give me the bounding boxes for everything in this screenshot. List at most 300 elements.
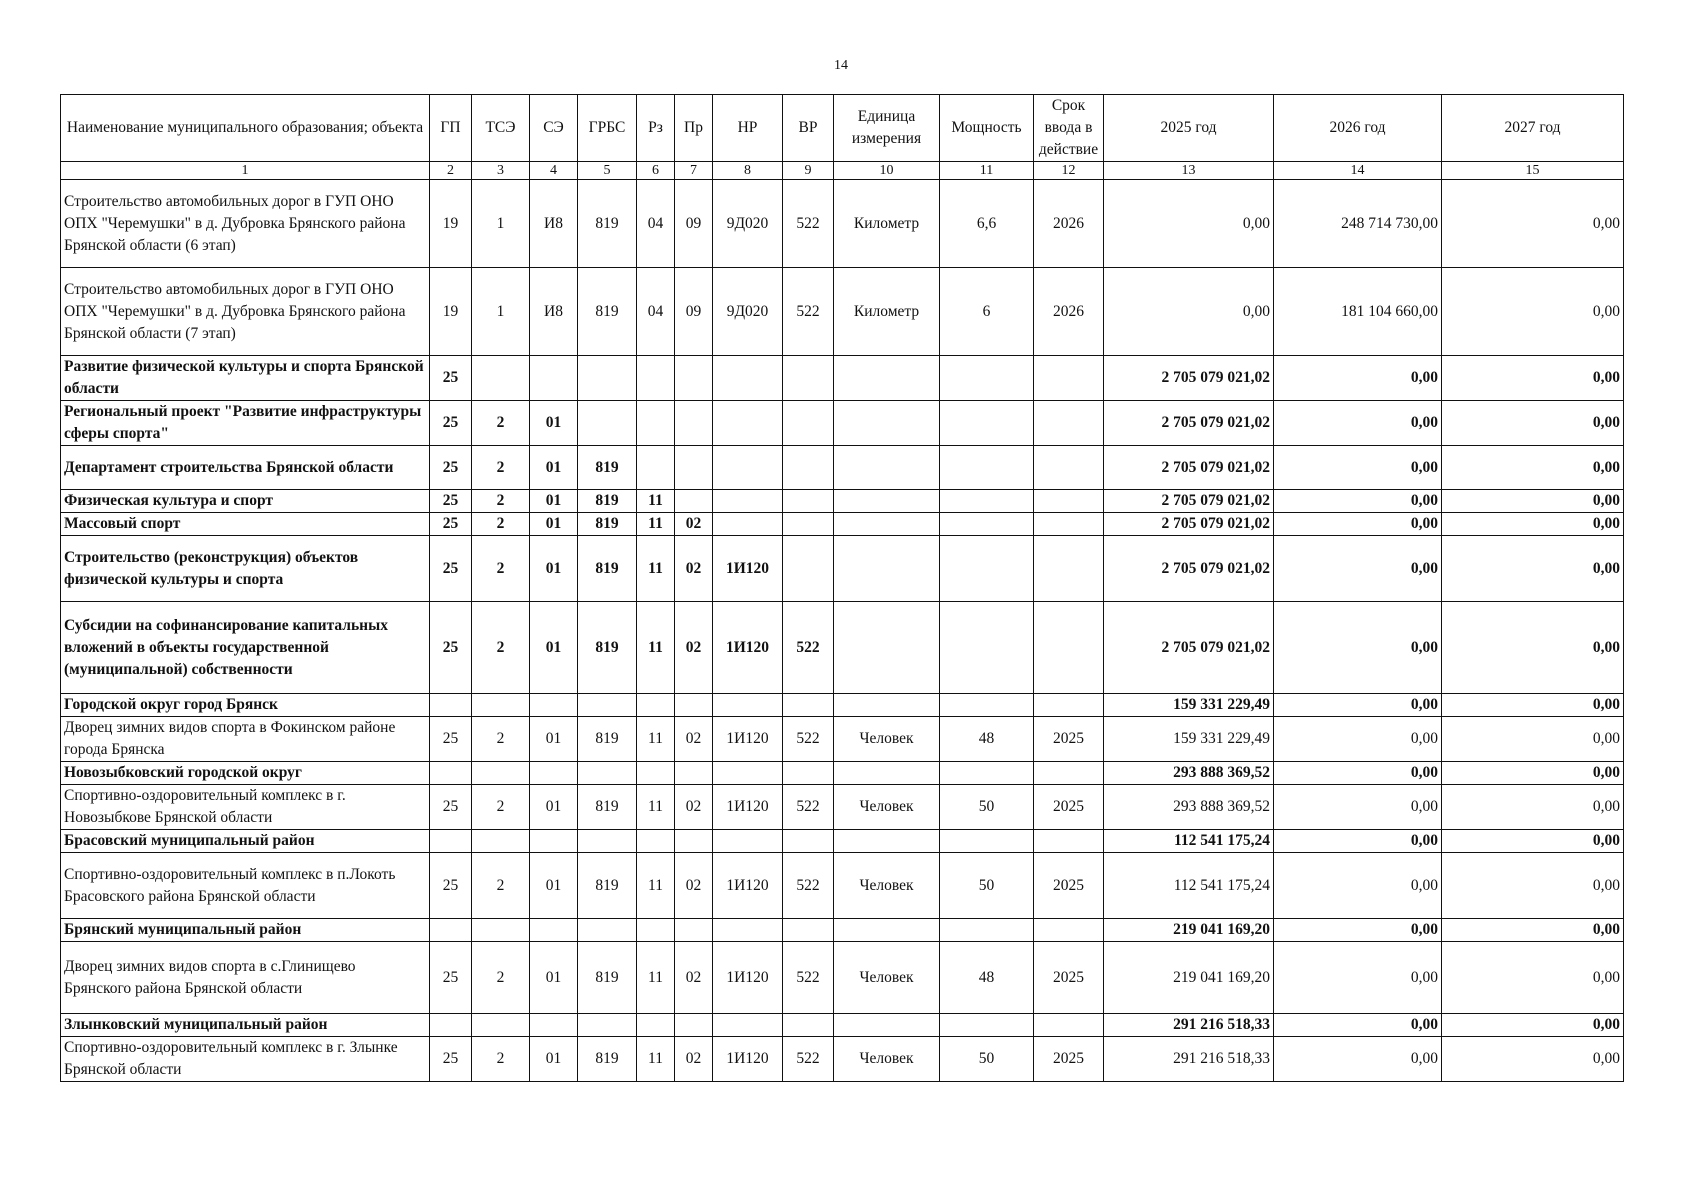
vr-code: [783, 446, 834, 490]
object-name: Дворец зимних видов спорта в с.Глинищево Брянского района Брянской области: [61, 942, 430, 1014]
nr-code: [713, 513, 783, 536]
table-row: [61, 268, 1624, 356]
nr-code: [713, 401, 783, 446]
amount-2027: 0,00: [1442, 490, 1624, 513]
table-body: [61, 180, 1624, 1082]
nr-code: [713, 830, 783, 853]
vr-code: [783, 356, 834, 401]
object-name: Строительство автомобильных дорог в ГУП ОНО ОПХ "Черемушки" в д. Дубровка Брянского района Брянской области (6 этап): [61, 180, 430, 268]
object-name: Спортивно-оздоровительный комплекс в г. Новозыбкове Брянской области: [61, 785, 430, 830]
tse-code: 2: [472, 942, 530, 1014]
amount-2026: 0,00: [1274, 446, 1442, 490]
table-row: [61, 180, 1624, 268]
deadline-cell: 2025: [1034, 942, 1104, 1014]
grbs-code: [578, 1014, 637, 1037]
tse-code: 2: [472, 717, 530, 762]
table-row: [61, 513, 1624, 536]
tse-code: 2: [472, 401, 530, 446]
amount-2026: 0,00: [1274, 853, 1442, 919]
rz-code: [637, 356, 675, 401]
tse-code: 2: [472, 602, 530, 694]
nr-code: [713, 490, 783, 513]
amount-2026: 0,00: [1274, 490, 1442, 513]
vr-code: [783, 401, 834, 446]
grbs-code: [578, 762, 637, 785]
column-number: 13: [1104, 162, 1274, 180]
budget-table: [60, 94, 1624, 1082]
gp-code: 25: [430, 853, 472, 919]
amount-2025: 2 705 079 021,02: [1104, 356, 1274, 401]
tse-code: 2: [472, 490, 530, 513]
deadline-cell: [1034, 919, 1104, 942]
amount-2027: 0,00: [1442, 513, 1624, 536]
rz-code: 11: [637, 536, 675, 602]
amount-2026: 0,00: [1274, 717, 1442, 762]
vr-code: 522: [783, 602, 834, 694]
pr-code: [675, 830, 713, 853]
unit-cell: Километр: [834, 268, 940, 356]
rz-code: [637, 919, 675, 942]
nr-code: [713, 1014, 783, 1037]
table-row: [61, 1037, 1624, 1082]
amount-2027: 0,00: [1442, 717, 1624, 762]
deadline-cell: [1034, 356, 1104, 401]
se-code: 01: [530, 602, 578, 694]
tse-code: [472, 356, 530, 401]
tse-code: [472, 919, 530, 942]
column-number: 11: [940, 162, 1034, 180]
deadline-cell: [1034, 694, 1104, 717]
power-cell: 6,6: [940, 180, 1034, 268]
pr-code: 02: [675, 853, 713, 919]
amount-2026: 0,00: [1274, 785, 1442, 830]
vr-code: [783, 1014, 834, 1037]
unit-cell: [834, 401, 940, 446]
se-code: [530, 694, 578, 717]
amount-2026: 0,00: [1274, 401, 1442, 446]
column-number: 14: [1274, 162, 1442, 180]
header-unit: Единица измерения: [834, 95, 940, 162]
header-deadline: Срок ввода в действие: [1034, 95, 1104, 162]
object-name: Строительство (реконструкция) объектов физической культуры и спорта: [61, 536, 430, 602]
amount-2025: 159 331 229,49: [1104, 717, 1274, 762]
amount-2026: 0,00: [1274, 919, 1442, 942]
header-grbs: ГРБС: [578, 95, 637, 162]
amount-2026: 0,00: [1274, 602, 1442, 694]
nr-code: 1И120: [713, 942, 783, 1014]
amount-2027: 0,00: [1442, 536, 1624, 602]
tse-code: 1: [472, 268, 530, 356]
deadline-cell: 2026: [1034, 180, 1104, 268]
gp-code: [430, 762, 472, 785]
nr-code: 1И120: [713, 602, 783, 694]
rz-code: 11: [637, 490, 675, 513]
deadline-cell: [1034, 446, 1104, 490]
pr-code: 02: [675, 536, 713, 602]
table-row: [61, 536, 1624, 602]
pr-code: 09: [675, 180, 713, 268]
nr-code: [713, 762, 783, 785]
pr-code: [675, 694, 713, 717]
header-pr: Пр: [675, 95, 713, 162]
grbs-code: 819: [578, 268, 637, 356]
power-cell: [940, 762, 1034, 785]
power-cell: 50: [940, 785, 1034, 830]
vr-code: [783, 490, 834, 513]
nr-code: [713, 446, 783, 490]
unit-cell: [834, 602, 940, 694]
rz-code: [637, 401, 675, 446]
pr-code: [675, 919, 713, 942]
vr-code: 522: [783, 1037, 834, 1082]
amount-2025: 159 331 229,49: [1104, 694, 1274, 717]
deadline-cell: 2025: [1034, 853, 1104, 919]
unit-cell: [834, 536, 940, 602]
rz-code: 11: [637, 717, 675, 762]
vr-code: [783, 762, 834, 785]
table-row: [61, 694, 1624, 717]
deadline-cell: [1034, 513, 1104, 536]
unit-cell: Человек: [834, 853, 940, 919]
pr-code: 02: [675, 1037, 713, 1082]
page-number: 14: [834, 58, 848, 73]
tse-code: 2: [472, 1037, 530, 1082]
pr-code: [675, 356, 713, 401]
se-code: 01: [530, 446, 578, 490]
power-cell: [940, 401, 1034, 446]
amount-2025: 0,00: [1104, 268, 1274, 356]
nr-code: 1И120: [713, 1037, 783, 1082]
se-code: [530, 356, 578, 401]
tse-code: 2: [472, 785, 530, 830]
object-name: Департамент строительства Брянской области: [61, 446, 430, 490]
pr-code: [675, 401, 713, 446]
deadline-cell: 2025: [1034, 785, 1104, 830]
nr-code: 9Д020: [713, 268, 783, 356]
table-row: [61, 785, 1624, 830]
amount-2026: 0,00: [1274, 513, 1442, 536]
amount-2025: 0,00: [1104, 180, 1274, 268]
grbs-code: [578, 694, 637, 717]
gp-code: 25: [430, 785, 472, 830]
header-se: СЭ: [530, 95, 578, 162]
grbs-code: [578, 401, 637, 446]
object-name: Массовый спорт: [61, 513, 430, 536]
header-power: Мощность: [940, 95, 1034, 162]
se-code: 01: [530, 1037, 578, 1082]
power-cell: [940, 446, 1034, 490]
amount-2026: 0,00: [1274, 942, 1442, 1014]
object-name: Городской округ город Брянск: [61, 694, 430, 717]
rz-code: [637, 830, 675, 853]
pr-code: 02: [675, 717, 713, 762]
gp-code: 25: [430, 942, 472, 1014]
table-row: [61, 830, 1624, 853]
power-cell: [940, 1014, 1034, 1037]
power-cell: [940, 919, 1034, 942]
se-code: 01: [530, 490, 578, 513]
power-cell: 48: [940, 717, 1034, 762]
amount-2025: 2 705 079 021,02: [1104, 446, 1274, 490]
amount-2025: 291 216 518,33: [1104, 1014, 1274, 1037]
power-cell: [940, 513, 1034, 536]
vr-code: [783, 513, 834, 536]
column-number: 7: [675, 162, 713, 180]
column-number: 12: [1034, 162, 1104, 180]
unit-cell: Человек: [834, 1037, 940, 1082]
deadline-cell: [1034, 762, 1104, 785]
grbs-code: 819: [578, 717, 637, 762]
grbs-code: 819: [578, 180, 637, 268]
object-name: Развитие физической культуры и спорта Брянской области: [61, 356, 430, 401]
table-row: [61, 717, 1624, 762]
grbs-code: [578, 830, 637, 853]
unit-cell: [834, 1014, 940, 1037]
deadline-cell: [1034, 490, 1104, 513]
amount-2027: 0,00: [1442, 1037, 1624, 1082]
amount-2026: 0,00: [1274, 694, 1442, 717]
table-row: [61, 602, 1624, 694]
grbs-code: 819: [578, 446, 637, 490]
unit-cell: [834, 694, 940, 717]
amount-2027: 0,00: [1442, 268, 1624, 356]
tse-code: 2: [472, 446, 530, 490]
se-code: 01: [530, 717, 578, 762]
nr-code: [713, 919, 783, 942]
rz-code: 11: [637, 602, 675, 694]
power-cell: 6: [940, 268, 1034, 356]
column-number: 5: [578, 162, 637, 180]
power-cell: [940, 602, 1034, 694]
nr-code: 1И120: [713, 717, 783, 762]
rz-code: 11: [637, 513, 675, 536]
column-number: 4: [530, 162, 578, 180]
rz-code: [637, 694, 675, 717]
amount-2027: 0,00: [1442, 180, 1624, 268]
amount-2027: 0,00: [1442, 830, 1624, 853]
rz-code: [637, 762, 675, 785]
amount-2026: 181 104 660,00: [1274, 268, 1442, 356]
deadline-cell: [1034, 401, 1104, 446]
power-cell: [940, 490, 1034, 513]
gp-code: [430, 694, 472, 717]
deadline-cell: 2026: [1034, 268, 1104, 356]
nr-code: 9Д020: [713, 180, 783, 268]
gp-code: [430, 919, 472, 942]
object-name: Брянский муниципальный район: [61, 919, 430, 942]
amount-2027: 0,00: [1442, 446, 1624, 490]
column-number: 3: [472, 162, 530, 180]
rz-code: 11: [637, 785, 675, 830]
grbs-code: 819: [578, 942, 637, 1014]
column-number: 8: [713, 162, 783, 180]
nr-code: 1И120: [713, 536, 783, 602]
gp-code: 25: [430, 490, 472, 513]
tse-code: 2: [472, 536, 530, 602]
power-cell: 50: [940, 1037, 1034, 1082]
amount-2027: 0,00: [1442, 919, 1624, 942]
grbs-code: 819: [578, 1037, 637, 1082]
unit-cell: [834, 356, 940, 401]
header-rz: Рз: [637, 95, 675, 162]
column-number: 10: [834, 162, 940, 180]
object-name: Субсидии на софинансирование капитальных вложений в объекты государственной (муниципальной) собственности: [61, 602, 430, 694]
unit-cell: [834, 446, 940, 490]
table-row: [61, 401, 1624, 446]
column-number: 2: [430, 162, 472, 180]
se-code: 01: [530, 785, 578, 830]
tse-code: [472, 1014, 530, 1037]
pr-code: [675, 762, 713, 785]
amount-2026: 0,00: [1274, 1037, 1442, 1082]
rz-code: [637, 446, 675, 490]
gp-code: 25: [430, 446, 472, 490]
rz-code: 11: [637, 853, 675, 919]
amount-2027: 0,00: [1442, 762, 1624, 785]
pr-code: [675, 1014, 713, 1037]
amount-2027: 0,00: [1442, 942, 1624, 1014]
object-name: Новозыбковский городской округ: [61, 762, 430, 785]
nr-code: [713, 356, 783, 401]
table-row: [61, 490, 1624, 513]
unit-cell: Человек: [834, 942, 940, 1014]
object-name: Дворец зимних видов спорта в Фокинском районе города Брянска: [61, 717, 430, 762]
se-code: И8: [530, 180, 578, 268]
amount-2025: 2 705 079 021,02: [1104, 602, 1274, 694]
amount-2025: 112 541 175,24: [1104, 830, 1274, 853]
amount-2025: 219 041 169,20: [1104, 919, 1274, 942]
deadline-cell: 2025: [1034, 717, 1104, 762]
object-name: Брасовский муниципальный район: [61, 830, 430, 853]
se-code: 01: [530, 536, 578, 602]
pr-code: 02: [675, 513, 713, 536]
unit-cell: [834, 830, 940, 853]
gp-code: 25: [430, 536, 472, 602]
table-row: [61, 919, 1624, 942]
rz-code: 04: [637, 268, 675, 356]
power-cell: [940, 694, 1034, 717]
power-cell: [940, 356, 1034, 401]
table-row: [61, 1014, 1624, 1037]
vr-code: [783, 536, 834, 602]
table-row: [61, 853, 1624, 919]
rz-code: 11: [637, 1037, 675, 1082]
pr-code: 09: [675, 268, 713, 356]
header-name: Наименование муниципального образования; объекта: [61, 95, 430, 162]
amount-2025: 219 041 169,20: [1104, 942, 1274, 1014]
column-number: 1: [61, 162, 430, 180]
amount-2027: 0,00: [1442, 356, 1624, 401]
header-2027: 2027 год: [1442, 95, 1624, 162]
amount-2025: 291 216 518,33: [1104, 1037, 1274, 1082]
pr-code: 02: [675, 785, 713, 830]
tse-code: 1: [472, 180, 530, 268]
grbs-code: 819: [578, 536, 637, 602]
table-row: [61, 942, 1624, 1014]
se-code: 01: [530, 401, 578, 446]
se-code: [530, 762, 578, 785]
unit-cell: [834, 490, 940, 513]
grbs-code: [578, 356, 637, 401]
deadline-cell: [1034, 602, 1104, 694]
column-number-row: [61, 162, 1624, 180]
column-number: 15: [1442, 162, 1624, 180]
amount-2025: 2 705 079 021,02: [1104, 490, 1274, 513]
pr-code: 02: [675, 942, 713, 1014]
gp-code: 25: [430, 717, 472, 762]
amount-2026: 0,00: [1274, 536, 1442, 602]
amount-2027: 0,00: [1442, 602, 1624, 694]
grbs-code: 819: [578, 490, 637, 513]
deadline-cell: [1034, 830, 1104, 853]
object-name: Физическая культура и спорт: [61, 490, 430, 513]
pr-code: [675, 446, 713, 490]
header-2026: 2026 год: [1274, 95, 1442, 162]
vr-code: 522: [783, 180, 834, 268]
gp-code: 25: [430, 401, 472, 446]
amount-2026: 0,00: [1274, 830, 1442, 853]
se-code: 01: [530, 942, 578, 1014]
vr-code: [783, 694, 834, 717]
power-cell: 48: [940, 942, 1034, 1014]
se-code: [530, 830, 578, 853]
gp-code: 19: [430, 268, 472, 356]
object-name: Строительство автомобильных дорог в ГУП ОНО ОПХ "Черемушки" в д. Дубровка Брянского района Брянской области (7 этап): [61, 268, 430, 356]
se-code: И8: [530, 268, 578, 356]
power-cell: 50: [940, 853, 1034, 919]
table-row: [61, 356, 1624, 401]
tse-code: 2: [472, 853, 530, 919]
tse-code: [472, 694, 530, 717]
amount-2025: 293 888 369,52: [1104, 785, 1274, 830]
header-vr: ВР: [783, 95, 834, 162]
amount-2026: 248 714 730,00: [1274, 180, 1442, 268]
grbs-code: 819: [578, 785, 637, 830]
amount-2026: 0,00: [1274, 1014, 1442, 1037]
table-row: [61, 446, 1624, 490]
vr-code: 522: [783, 853, 834, 919]
grbs-code: [578, 919, 637, 942]
column-number: 6: [637, 162, 675, 180]
power-cell: [940, 830, 1034, 853]
nr-code: 1И120: [713, 785, 783, 830]
amount-2027: 0,00: [1442, 1014, 1624, 1037]
pr-code: [675, 490, 713, 513]
rz-code: 04: [637, 180, 675, 268]
pr-code: 02: [675, 602, 713, 694]
rz-code: [637, 1014, 675, 1037]
vr-code: 522: [783, 717, 834, 762]
gp-code: 19: [430, 180, 472, 268]
se-code: [530, 1014, 578, 1037]
vr-code: 522: [783, 785, 834, 830]
nr-code: [713, 694, 783, 717]
amount-2027: 0,00: [1442, 853, 1624, 919]
header-row: [61, 95, 1624, 162]
gp-code: 25: [430, 356, 472, 401]
grbs-code: 819: [578, 513, 637, 536]
unit-cell: Человек: [834, 717, 940, 762]
vr-code: [783, 830, 834, 853]
vr-code: 522: [783, 268, 834, 356]
se-code: 01: [530, 513, 578, 536]
deadline-cell: [1034, 536, 1104, 602]
column-number: 9: [783, 162, 834, 180]
amount-2027: 0,00: [1442, 401, 1624, 446]
header-tse: ТСЭ: [472, 95, 530, 162]
amount-2026: 0,00: [1274, 762, 1442, 785]
vr-code: 522: [783, 942, 834, 1014]
